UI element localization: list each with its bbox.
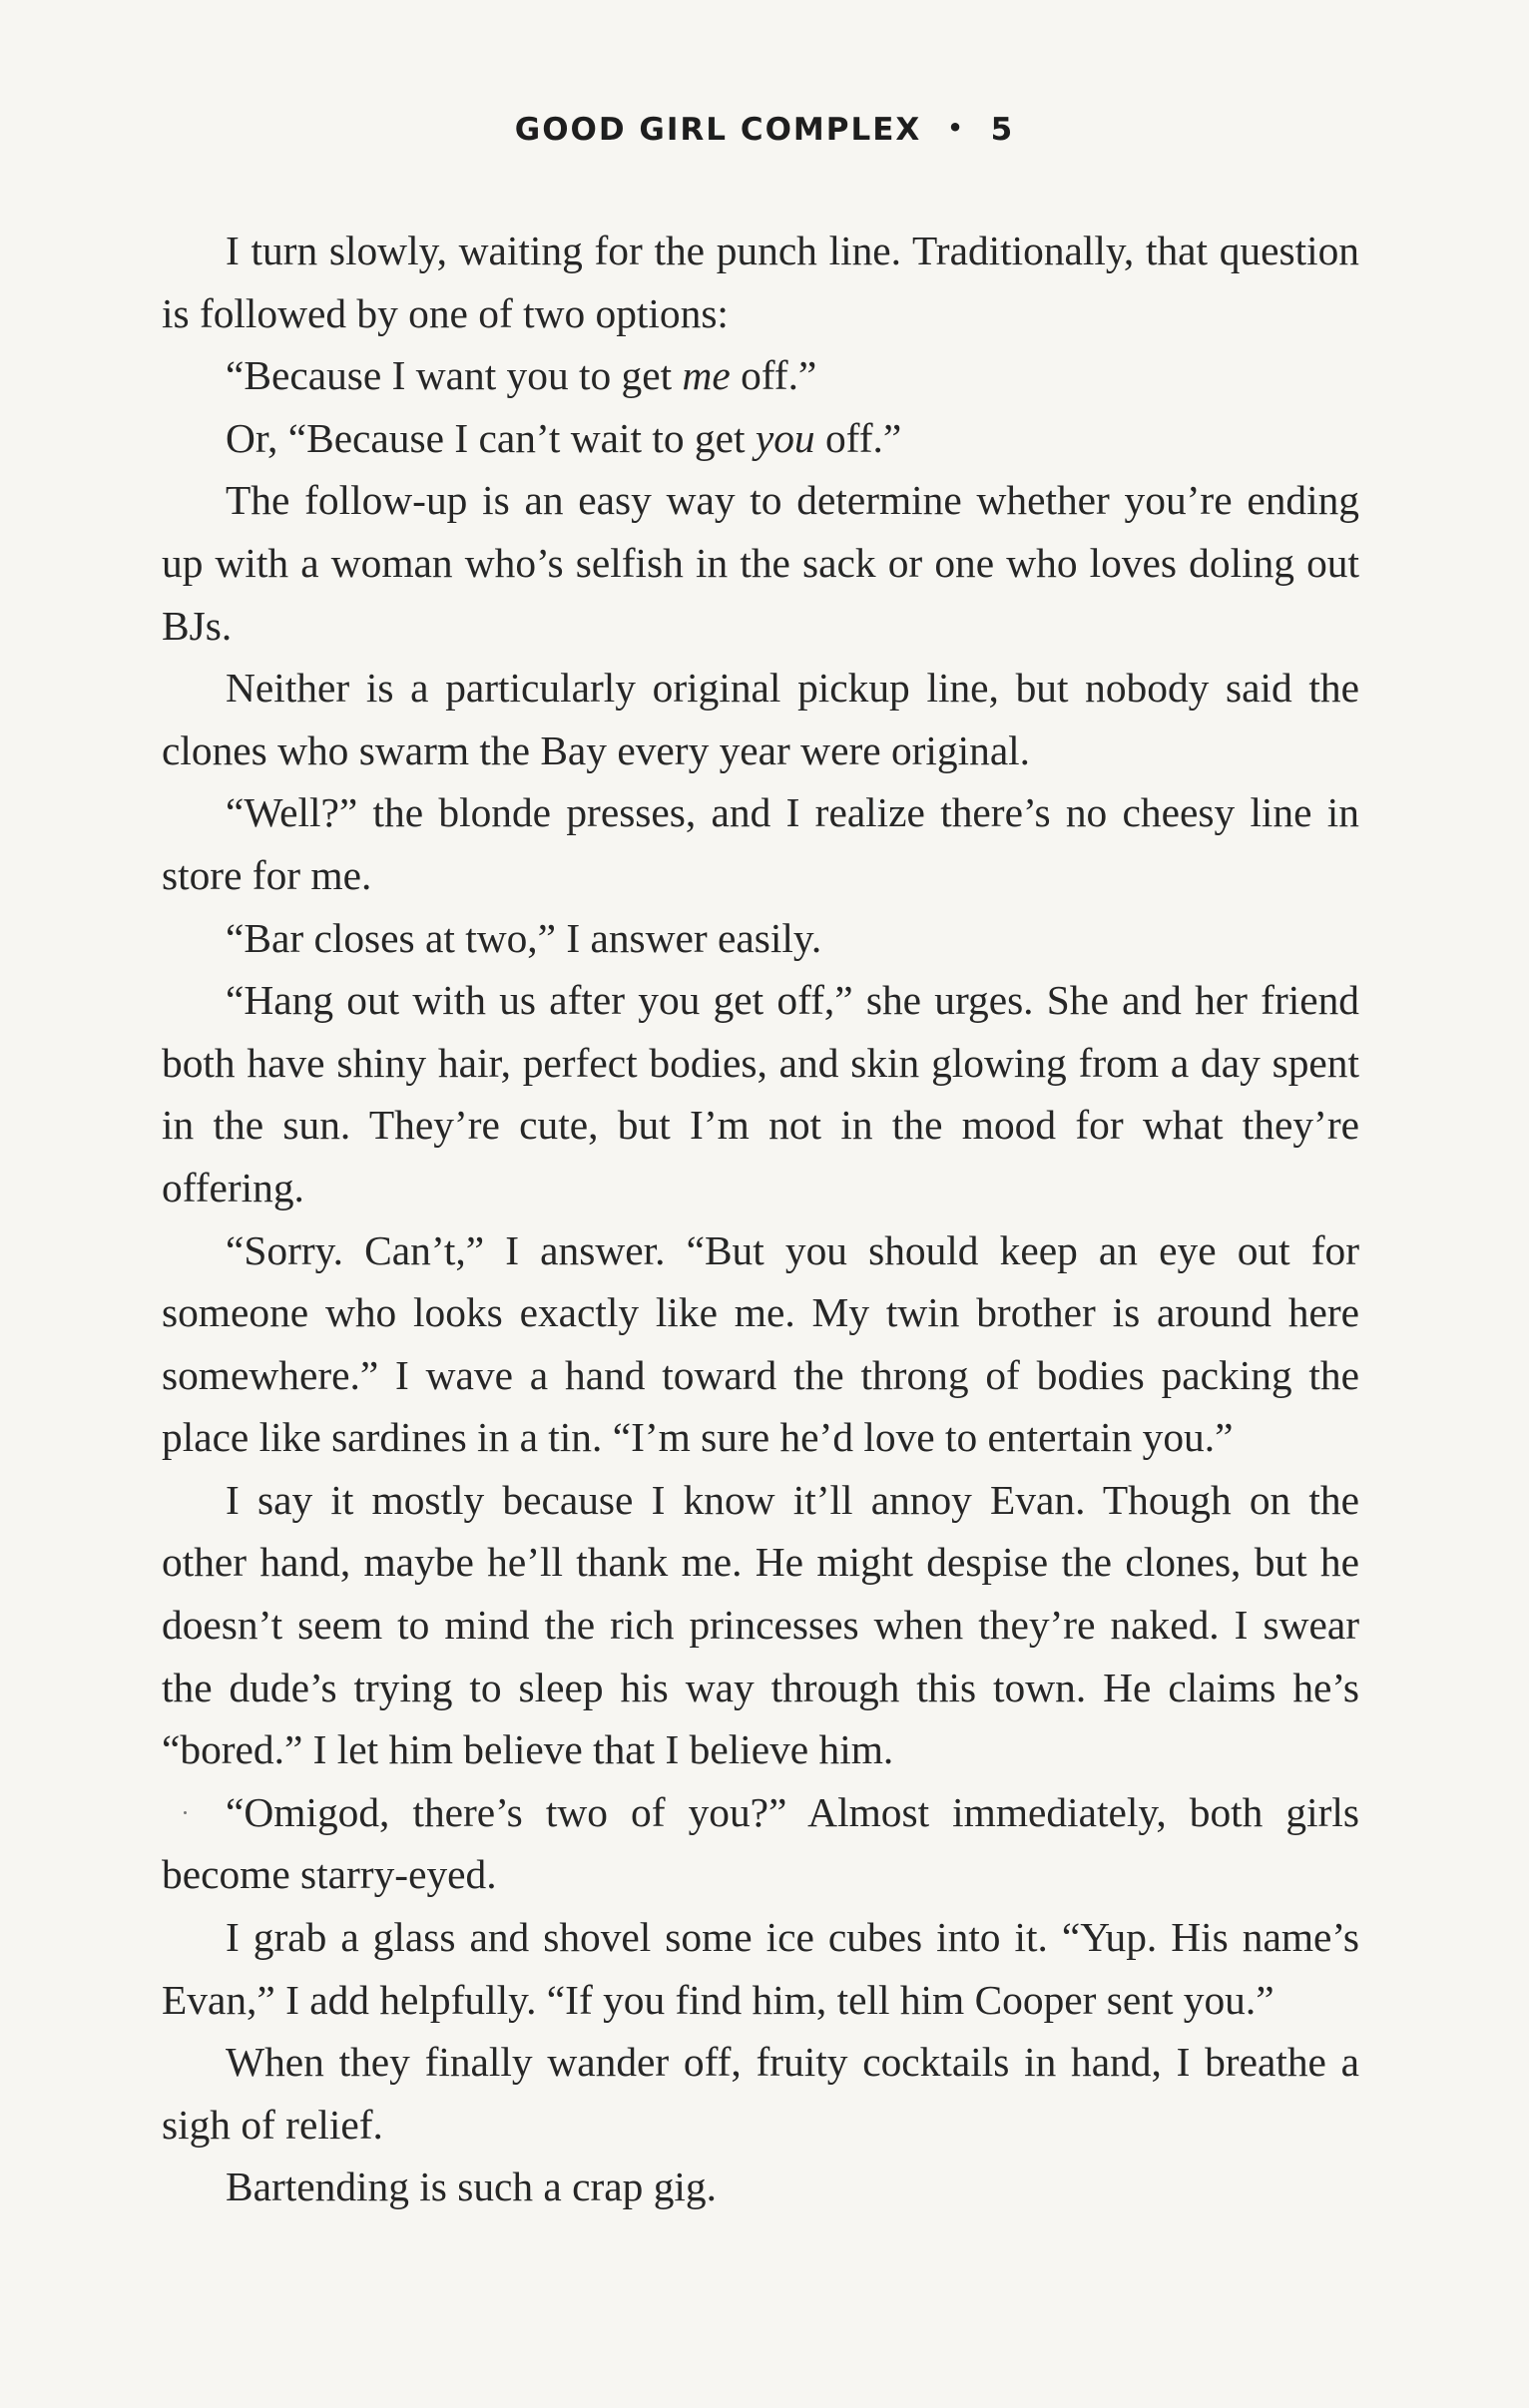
paragraph: Or, “Because I can’t wait to get you off.” <box>226 414 902 461</box>
emphasis: you <box>755 414 815 461</box>
paragraph: “Because I want you to get me off.” <box>226 352 817 399</box>
paragraph: “Sorry. Can’t,” I answer. “But you should keep an eye out for someone who looks exactly like me. My twin brother is around here somewhere.” I wave a hand toward the throng of bodies packing the place like sardines in a tin. “I’m sure he’d love to entertain you.” <box>162 1226 1359 1461</box>
scan-speck <box>184 1811 187 1814</box>
paragraph: “Bar closes at two,” I answer easily. <box>226 914 822 961</box>
paragraph: Bartending is such a crap gig. <box>226 2164 717 2210</box>
emphasis: me <box>682 352 731 399</box>
page-number: 5 <box>990 112 1015 148</box>
running-head <box>0 112 1529 148</box>
paragraph: Neither is a particularly original pickup line, but nobody said the clones who swarm the Bay every year were original. <box>162 665 1359 773</box>
body-text <box>162 220 1359 2218</box>
paragraph: When they finally wander off, fruity cocktails in hand, I breathe a sigh of relief. <box>162 2039 1359 2148</box>
paragraph: I turn slowly, waiting for the punch line. Traditionally, that question is followed by one of two options: <box>162 228 1359 336</box>
paragraph: “Hang out with us after you get off,” she urges. She and her friend both have shiny hair, perfect bodies, and skin glowing from a day spent in the sun. They’re cute, but I’m not in the mood for what they’re offering. <box>162 977 1359 1210</box>
paragraph: I grab a glass and shovel some ice cubes into it. “Yup. His name’s Evan,” I add helpfully. “If you find him, tell him Cooper sent you.” <box>162 1914 1359 2023</box>
header-separator: • <box>947 114 965 142</box>
paragraph: “Well?” the blonde presses, and I realize there’s no cheesy line in store for me. <box>162 789 1359 898</box>
book-title: GOOD GIRL COMPLEX <box>514 112 922 148</box>
paragraph: The follow-up is an easy way to determine whether you’re ending up with a woman who’s selfish in the sack or one who loves doling out BJs. <box>162 477 1359 649</box>
paragraph: I say it mostly because I know it’ll annoy Evan. Though on the other hand, maybe he’ll thank me. He might despise the clones, but he doesn’t seem to mind the rich princesses when they’re naked. I swear the dude’s trying to sleep his way through this town. He claims he’s “bored.” I let him believe that I believe him. <box>162 1476 1359 1773</box>
paragraph: “Omigod, there’s two of you?” Almost immediately, both girls become starry-eyed. <box>162 1788 1359 1898</box>
